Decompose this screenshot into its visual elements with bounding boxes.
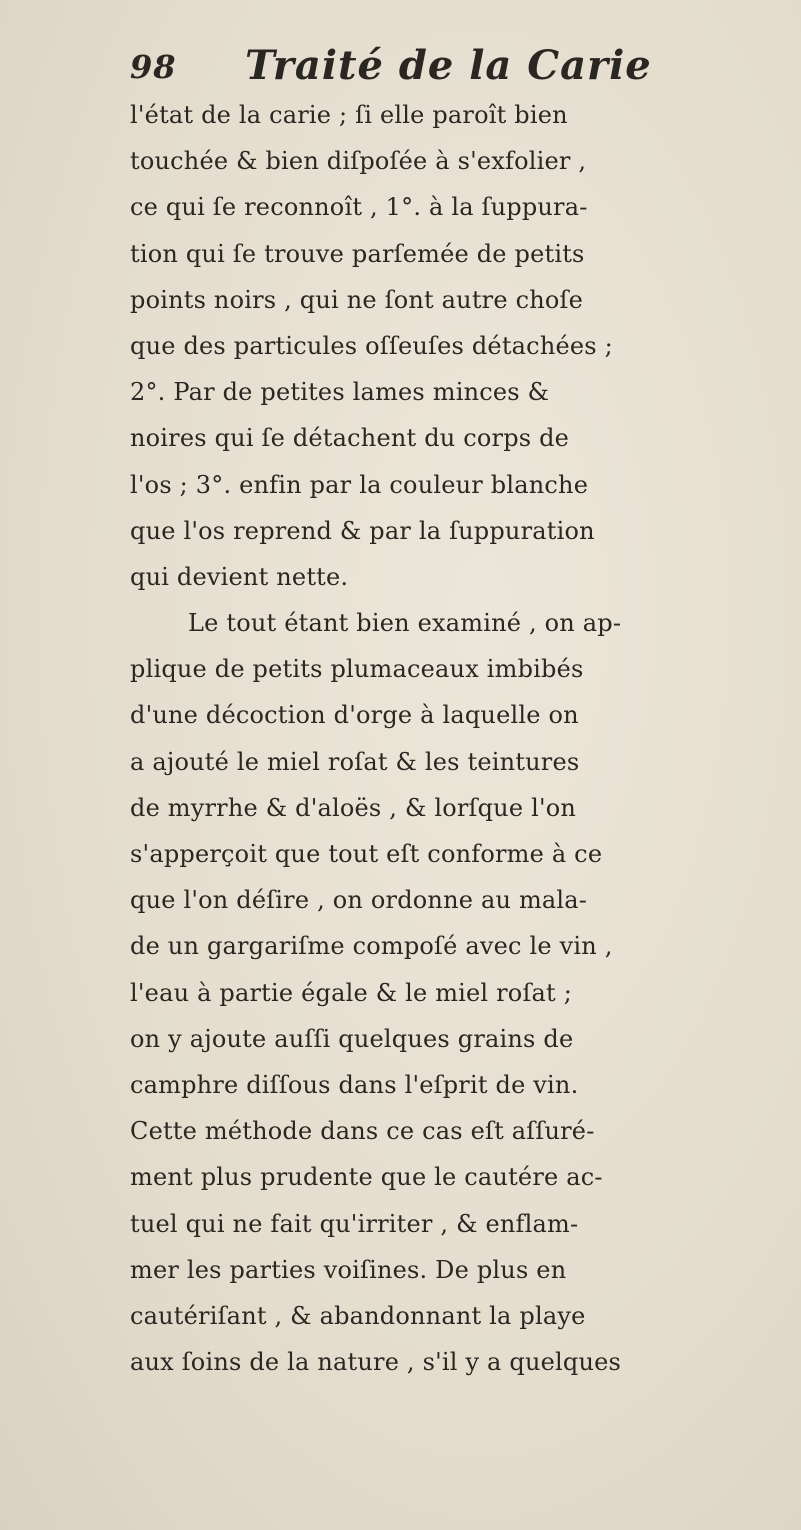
text-line: a ajouté le miel roſat & les teintures — [130, 747, 580, 776]
text-line: aux ſoins de la nature , s'il y a quelques — [130, 1348, 622, 1377]
text-line: que des particules oſſeuſes détachées ; — [130, 331, 613, 360]
text-line: qui devient nette. — [130, 562, 349, 591]
text-line: de myrrhe & d'aloës , & lorſque l'on — [130, 793, 577, 822]
text-line: tion qui ſe trouve parſemée de petits — [130, 239, 585, 268]
text-line: s'apperçoit que tout eſt conforme à ce — [130, 840, 603, 868]
text-line: l'os ; 3°. enfin par la couleur blanche — [130, 470, 589, 499]
text-line: touchée & bien diſpoſée à s'exfolier , — [130, 147, 587, 176]
text-line: ce qui ſe reconnoît , 1°. à la ſuppura- — [130, 193, 588, 222]
text-line: ment plus prudente que le cautére ac- — [130, 1163, 603, 1192]
body-text — [130, 92, 800, 1385]
text-line: Cette méthode dans ce cas eſt aſſuré- — [130, 1117, 595, 1146]
page-header — [130, 42, 730, 92]
text-line: l'eau à partie égale & le miel roſat ; — [130, 978, 573, 1007]
running-title: Traité de la Carie — [245, 42, 652, 89]
text-line: cautériſant , & abandonnant la playe — [130, 1301, 586, 1330]
text-line: l'état de la carie ; ſi elle paroît bien — [130, 101, 568, 129]
text-line: d'une décoction d'orge à laquelle on — [130, 701, 579, 730]
text-line: que l'on déſire , on ordonne au mala- — [130, 886, 588, 915]
text-line: noires qui ſe détachent du corps de — [130, 424, 570, 453]
text-line: camphre diſſous dans l'eſprit de vin. — [130, 1070, 579, 1099]
page-number: 98 — [130, 48, 177, 86]
text-line: tuel qui ne fait qu'irriter , & enflam- — [130, 1209, 579, 1238]
text-line: que l'os reprend & par la ſuppuration — [130, 516, 595, 545]
paragraph-start-line: Le tout étant bien examiné , on ap- — [188, 609, 622, 638]
text-line: mer les parties voiſines. De plus en — [130, 1255, 567, 1284]
text-line: de un gargariſme compoſé avec le vin , — [130, 932, 613, 961]
text-line: points noirs , qui ne ſont autre choſe — [130, 285, 584, 314]
text-line: on y ajoute auſſi quelques grains de — [130, 1024, 574, 1053]
text-line: 2°. Par de petites lames minces & — [130, 378, 550, 407]
text-line: plique de petits plumaceaux imbibés — [130, 655, 584, 684]
